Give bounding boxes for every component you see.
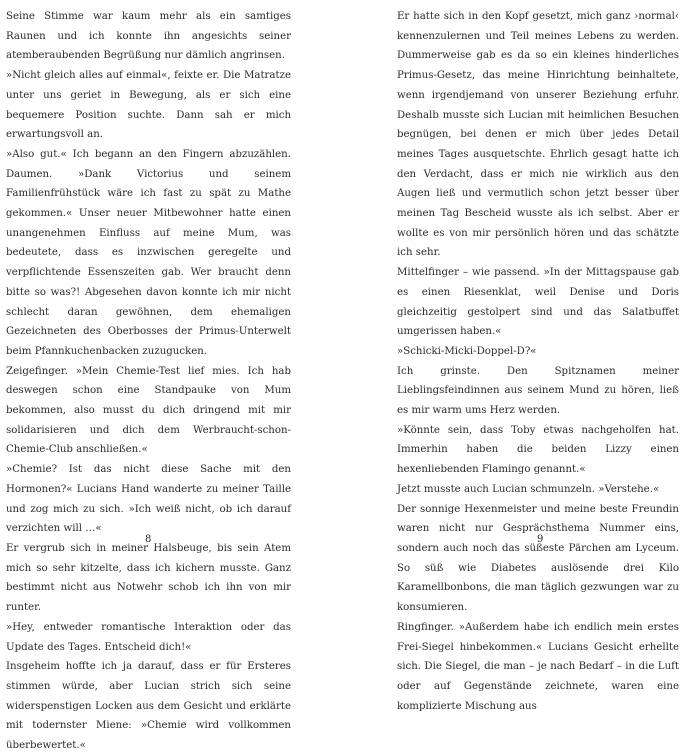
paragraph: »Schicki-Micki-Doppel-D?« xyxy=(397,345,537,357)
paragraph: Jetzt musste auch Lucian schmunzeln. »Verstehe.« xyxy=(397,483,660,495)
paragraph: Mittelfinger – wie passend. »In der Mittagspause gab es einen Riesenklat, weil Denise und Doris gleichzeitig gestolpert sind und das Salatbuffet umgerissen haben.« xyxy=(397,267,679,338)
paragraph: »Also gut.« Ich begann an den Fingern abzuzählen. Daumen. »Dank Victorius und seinem Familienfrühstück wäre ich fast zu spät zu Mathe gekommen.« Unser neuer Mitbewohner hatte einen unangenehmen Einfluss auf meine Mum, was bedeutete, dass es inzwischen geregelte und verpflichtende Essenszeiten gab. Wer braucht denn bitte so was?! Abgesehen davon konnte ich mir nicht schlecht daran gewöhnen, dem ehemaligen Gezeichneten des Oberbosses der Primus-Unterwelt beim Pfannkuchenbacken zuzugucken. xyxy=(6,148,291,357)
page-number-right: 9 xyxy=(537,534,544,545)
paragraph: Ich grinste. Den Spitznamen meiner Lieblingsfeindinnen aus seinem Mund zu hören, ließ es mir warm ums Herz werden. xyxy=(397,365,679,417)
paragraph: Er hatte sich in den Kopf gesetzt, mich ganz ›normal‹ kennenzulernen und Teil meines Lebens zu werden. Dummerweise gab es da so ein kleines hinderliches Primus-Gesetz, das meine Hinrichtung beinhaltete, wenn irgendjemand von unserer Beziehung erfuhr. Deshalb musste sich Lucian mit heimlichen Besuchen begnügen, bei denen er mich über jedes Detail meines Tages ausquetschte. Ehrlich gesagt hatte ich den Verdacht, dass er mich nie wirklich aus den Augen ließ und vermutlich schon jetzt besser über meinen Tag Bescheid wusste als ich selbst. Aber er wollte es von mir persönlich hören und das schätzte ich sehr. xyxy=(397,11,679,259)
paragraph: Er vergrub sich in meiner Halsbeuge, bis sein Atem mich so sehr kitzelte, dass ich kichern musste. Ganz bestimmt nicht aus Notwehr schob ich ihn von mir runter. xyxy=(6,542,291,614)
paragraph: »Hey, entweder romantische Interaktion oder das Update des Tages. Entscheid dich!« xyxy=(6,621,291,653)
paragraph: »Könnte sein, dass Toby etwas nachgeholfen hat. Immerhin haben die beiden Lizzy einen hexenliebenden Flamingo genannt.« xyxy=(397,424,679,476)
right-page xyxy=(397,7,679,716)
left-page xyxy=(6,7,291,756)
paragraph: Seine Stimme war kaum mehr als ein samtiges Raunen und ich konnte ihn angesichts seiner atemberaubenden Begrüßung nur dämlich angrinsen. xyxy=(6,11,291,62)
paragraph: Der sonnige Hexenmeister und meine beste Freundin waren nicht nur Gesprächsthema Nummer eins, sondern auch noch das süßeste Pärchen am Lyceum. So süß wie Diabetes auslösende drei Kilo Karamellbonbons, die man täglich gezwungen war zu konsumieren. xyxy=(397,503,679,614)
page-number-left: 8 xyxy=(145,534,152,545)
paragraph: Ringfinger. »Außerdem habe ich endlich mein erstes Frei-Siegel hinbekommen.« Lucians Gesicht erhellte sich. Die Siegel, die man – je nach Bedarf – in die Luft oder auf Gegenstände zeichnete, waren eine komplizierte Mischung aus xyxy=(397,621,679,712)
paragraph: Zeigefinger. »Mein Chemie-Test lief mies. Ich hab deswegen schon eine Standpauke von Mum bekommen, also musst du dich dringend mit mir solidarisieren und dich dem Werbraucht-schon-Chemie-Club anschließen.« xyxy=(6,365,291,456)
paragraph: »Nicht gleich alles auf einmal«, feixte er. Die Matratze unter uns geriet in Bewegung, als er sich eine bequemere Position suchte. Dann sah er mich erwartungsvoll an. xyxy=(6,70,291,141)
paragraph: Insgeheim hoffte ich ja darauf, dass er für Ersteres stimmen würde, aber Lucian strich sich seine widerspenstigen Locken aus dem Gesicht und erklärte mit todernster Miene: »Chemie wird vollkommen überbewertet.« xyxy=(6,661,291,752)
paragraph: »Chemie? Ist das nicht diese Sache mit den Hormonen?« Lucians Hand wanderte zu meiner Taille und zog mich zu sich. »Ich weiß nicht, ob ich darauf verzichten will …« xyxy=(6,464,291,535)
